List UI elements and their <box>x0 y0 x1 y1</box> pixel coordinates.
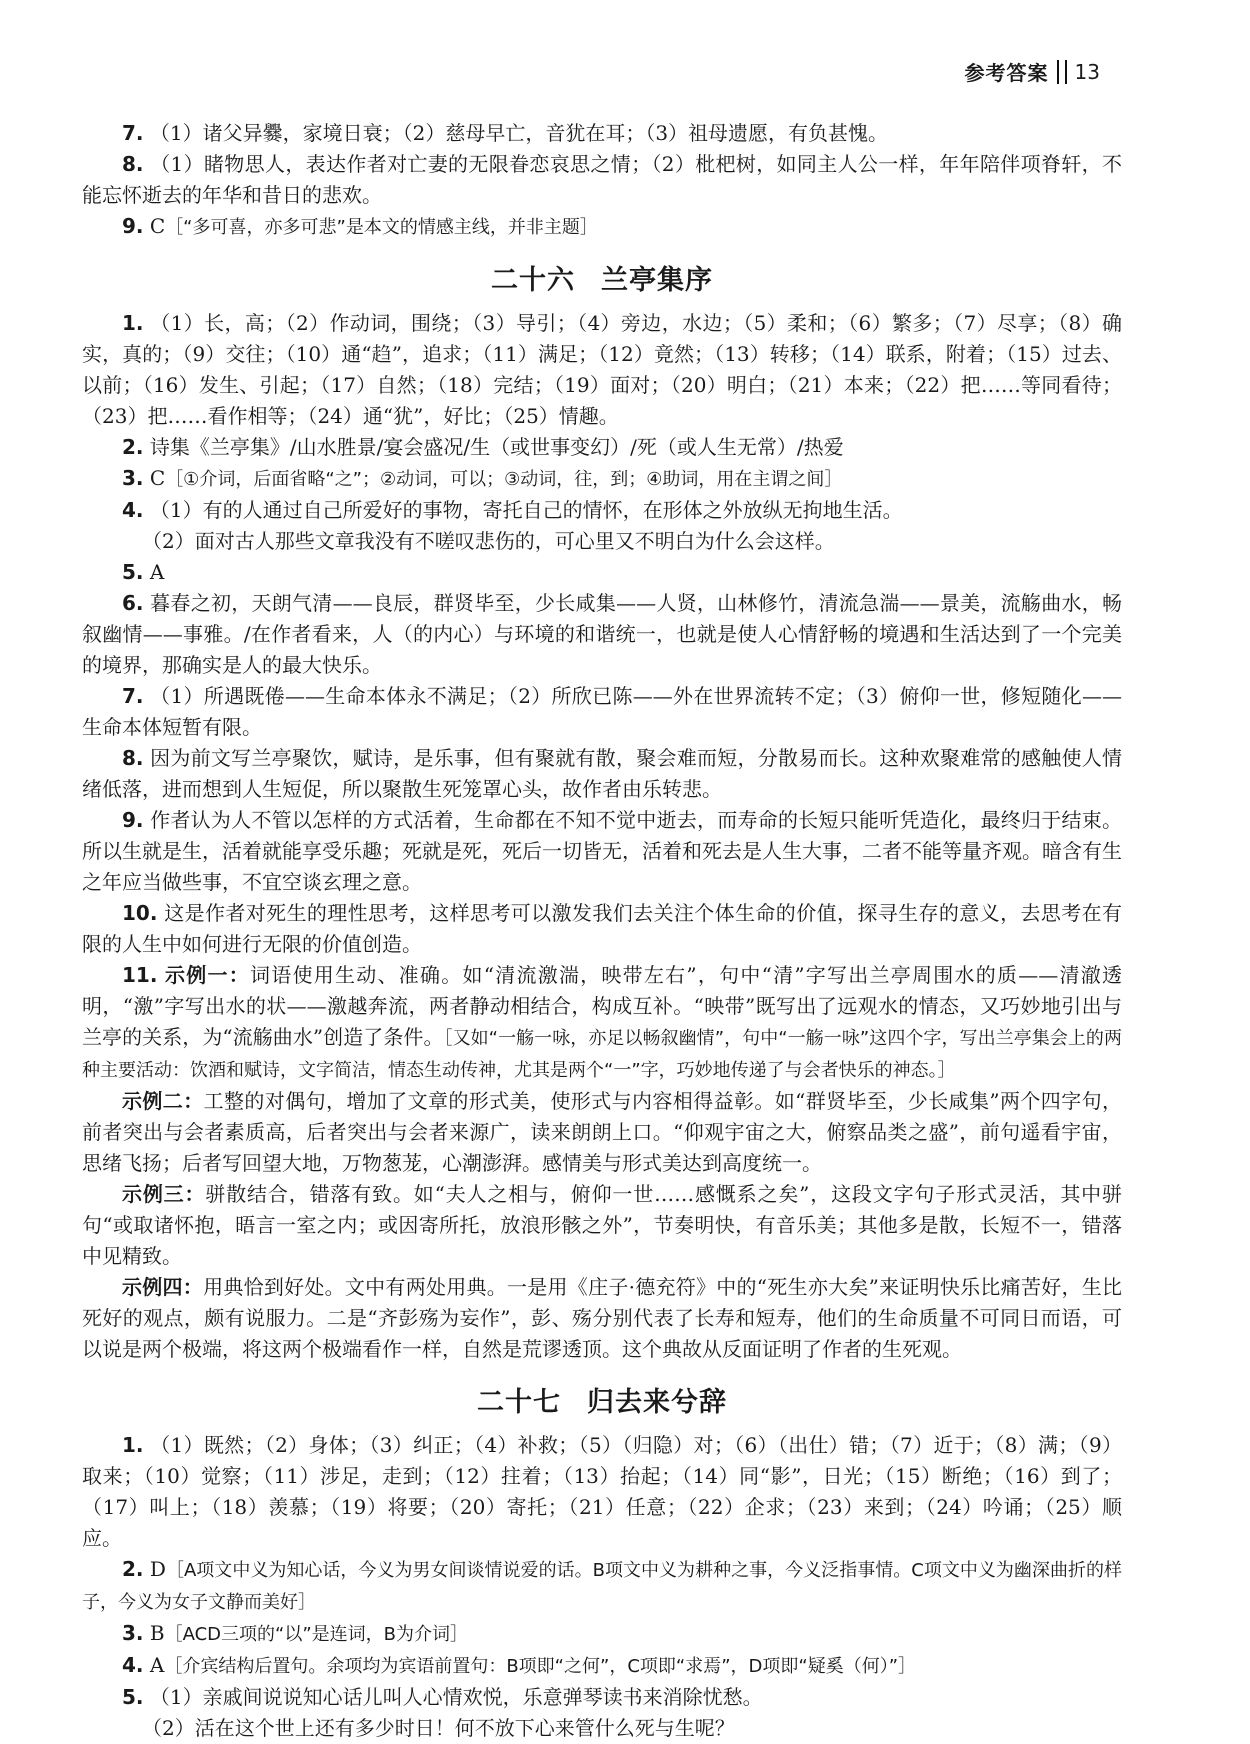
item-text: 诗集《兰亭集》/山水胜景/宴会盛况/生（或世事变幻）/死（或人生无常）/热爱 <box>149 435 844 459</box>
answer-item <box>82 1179 1122 1272</box>
answer-item <box>82 149 1122 211</box>
answer-item <box>82 1430 1122 1554</box>
item-number: 8. <box>122 152 144 176</box>
item-number: 1. <box>122 311 144 335</box>
answer-item <box>82 432 1122 463</box>
item-text: B <box>149 1621 165 1645</box>
answer-item <box>82 495 1122 526</box>
example-label: 示例三： <box>122 1182 206 1206</box>
item-text: （2）面对古人那些文章我没有不嗟叹悲伤的，可心里又不明白为什么会这样。 <box>142 529 835 553</box>
item-text: 因为前文写兰亭聚饮，赋诗，是乐事，但有聚就有散，聚会难而短，分散易而长。这种欢聚难常的感触使人情绪低落，进而想到人生短促，所以聚散生死笼罩心头，故作者由乐转悲。 <box>82 746 1123 801</box>
item-number: 3. <box>122 1621 144 1645</box>
section-27-number: 二十七 <box>477 1387 561 1418</box>
item-text: 骈散结合，错落有致。如“夫人之相与，俯仰一世……感慨系之矣”，这段文字句子形式灵活，其中骈句“或取诸怀抱，晤言一室之内；或因寄所托，放浪形骸之外”，节奏明快，有音乐美；其他多是散，长短不一，错落中见精致。 <box>82 1182 1123 1268</box>
item-number: 10. <box>122 901 158 925</box>
item-note: ［介宾结构后置句。余项均为宾语前置句：B项即“之何”，C项即“求焉”，D项即“疑奚（何）”］ <box>164 1656 917 1677</box>
item-text: 这是作者对死生的理性思考，这样思考可以激发我们去关注个体生命的价值，探寻生存的意义，去思考在有限的人生中如何进行无限的价值创造。 <box>82 901 1123 956</box>
answer-item <box>82 118 1122 149</box>
answer-item <box>82 463 1122 495</box>
item-text: （1）亲戚间说说知心话儿叫人心情欢悦，乐意弹琴读书来消除忧愁。 <box>149 1685 763 1709</box>
item-number: 6. <box>122 591 144 615</box>
item-text: （2）活在这个世上还有多少时日！何不放下心来管什么死与生呢？ <box>142 1716 735 1740</box>
item-number: 4. <box>122 498 144 522</box>
answer-item <box>82 805 1122 898</box>
item-text: 工整的对偶句，增加了文章的形式美，使形式与内容相得益彰。如“群贤毕至，少长咸集”两个四字句，前者突出与会者素质高，后者突出与会者来源广，读来朗朗上口。“仰观宇宙之大，俯察品类之盛”，前句遥看宇宙，思绪飞扬；后者写回望大地，万物葱茏，心潮澎湃。感情美与形式美达到高度统一。 <box>82 1089 1123 1175</box>
answer-item <box>82 960 1122 1086</box>
example-label: 示例一： <box>165 963 251 987</box>
item-number: 4. <box>122 1653 144 1677</box>
item-text: 用典恰到好处。文中有两处用典。一是用《庄子·德充符》中的“死生亦大矣”来证明快乐比痛苦好，生比死好的观点，颇有说服力。二是“齐彭殇为妄作”，彭、殇分别代表了长寿和短寿，他们的生命质量不可同日而语，可以说是两个极端，将这两个极端看作一样，自然是荒谬透顶。这个典故从反面证明了作者的生死观。 <box>82 1275 1123 1361</box>
section-27-name: 归去来兮辞 <box>587 1387 727 1418</box>
item-number: 3. <box>122 466 144 490</box>
answer-item <box>82 308 1122 432</box>
header-divider <box>1057 60 1067 84</box>
item-text: A <box>149 1653 165 1677</box>
item-number: 9. <box>122 214 144 238</box>
item-number: 1. <box>122 1433 144 1457</box>
answer-item <box>82 588 1122 681</box>
section-26-name: 兰亭集序 <box>601 265 713 296</box>
section-26-number: 二十六 <box>491 265 575 296</box>
answer-item <box>82 557 1122 588</box>
answer-item <box>82 1682 1122 1713</box>
item-note: ［又如“一觞一咏，亦足以畅叙幽情”，句中“一觞一咏”这四个字，写出兰亭集会上的两种主要活动：饮酒和赋诗，文字简洁，情态生动传神，尤其是两个“一”字，巧妙地传递了与会者快乐的神态。］ <box>82 1028 1122 1081</box>
item-text: C <box>149 466 166 490</box>
item-text: 作者认为人不管以怎样的方式活着，生命都在不知不觉中逝去，而寿命的长短只能听凭造化，最终归于结束。所以生就是生，活着就能享受乐趣；死就是死，死后一切皆无，活着和死去是人生大事，二者不能等量齐观。暗含有生之年应当做些事，不宜空谈玄理之意。 <box>82 808 1123 894</box>
answer-item <box>82 1086 1122 1179</box>
item-text: （1）所遇既倦——生命本体永不满足；（2）所欣已陈——外在世界流转不定；（3）俯仰一世，修短随化——生命本体短暂有限。 <box>82 684 1122 739</box>
answer-item <box>82 211 1122 243</box>
section-27-title <box>82 1387 1122 1418</box>
top-items <box>82 118 1122 243</box>
item-text: （1）既然；（2）身体；（3）纠正；（4）补救；（5）（归隐）对；（6）（出仕）错；（7）近于；（8）满；（9）取来；（10）觉察；（11）涉足，走到；（12）拄着；（13）抬起；（14）同“影”，日光；（15）断绝；（16）到了；（17）叫上；（18）羡慕；（19）将要；（20）寄托；（21）任意；（22）企求；（23）来到；（24）吟诵；（25）顺应。 <box>82 1433 1122 1550</box>
section-26-items <box>82 308 1122 1365</box>
item-number: 5. <box>122 560 144 584</box>
item-text: （1）有的人通过自己所爱好的事物，寄托自己的情怀，在形体之外放纵无拘地生活。 <box>149 498 903 522</box>
item-note: ［ACD三项的“以”是连词，B为介词］ <box>164 1624 469 1645</box>
example-label: 示例四： <box>122 1275 204 1299</box>
answer-item <box>82 1554 1122 1618</box>
item-number: 9. <box>122 808 144 832</box>
item-number: 2. <box>122 1557 144 1581</box>
item-text: （1）睹物思人，表达作者对亡妻的无限眷恋哀思之情；（2）枇杷树，如同主人公一样，年年陪伴项脊轩，不能忘怀逝去的年华和昔日的悲欢。 <box>82 152 1122 207</box>
item-number: 5. <box>122 1685 144 1709</box>
item-text: （1）诸父异爨，家境日衰；（2）慈母早亡，音犹在耳；（3）祖母遗愿，有负甚愧。 <box>149 121 889 145</box>
item-text: C <box>149 214 166 238</box>
item-number: 11. <box>122 963 158 987</box>
item-number: 2. <box>122 435 144 459</box>
answer-item <box>82 1618 1122 1650</box>
answer-item <box>82 681 1122 743</box>
item-number: 7. <box>122 121 144 145</box>
example-label: 示例二： <box>122 1089 204 1113</box>
answer-item <box>82 1650 1122 1682</box>
answer-item <box>82 1713 1122 1744</box>
item-text: 词语使用生动、准确。如“清流激湍，映带左右”，句中“清”字写出兰亭周围水的质——清澈透明，“激”字写出水的状——激越奔流，两者静动相结合，构成互补。“映带”既写出了远观水的情态，又巧妙地引出与兰亭的关系，为“流觞曲水”创造了条件。 <box>82 963 1122 1049</box>
page-header <box>965 57 1100 86</box>
item-number: 7. <box>122 684 144 708</box>
item-note: ［A项文中义为知心话，今义为男女间谈情说爱的话。B项文中义为耕种之事，今义泛指事情。C项文中义为幽深曲折的样子，今义为女子文静而美好］ <box>82 1560 1122 1613</box>
item-text: 暮春之初，天朗气清——良辰，群贤毕至，少长咸集——人贤，山林修竹，清流急湍——景美，流觞曲水，畅叙幽情——事雅。/在作者看来，人（的内心）与环境的和谐统一，也就是使人心情舒畅的境遇和生活达到了一个完美的境界，那确实是人的最大快乐。 <box>82 591 1123 677</box>
answer-content <box>82 118 1122 1744</box>
answer-item <box>82 898 1122 960</box>
item-text: （1）长，高；（2）作动词，围绕；（3）导引；（4）旁边，水边；（5）柔和；（6）繁多；（7）尽享；（8）确实，真的；（9）交往；（10）通“趋”，追求；（11）满足；（12）竟然；（13）转移；（14）联系，附着；（15）过去、以前；（16）发生、引起；（17）自然；（18）完结；（19）面对；（20）明白；（21）本来；（22）把……等同看待；（23）把……看作相等；（24）通“犹”，好比；（25）情趣。 <box>82 311 1122 428</box>
item-note: ［“多可喜，亦多可悲”是本文的情感主线，并非主题］ <box>165 217 598 238</box>
item-text: A <box>149 560 165 584</box>
answer-item <box>82 1272 1122 1365</box>
section-27-items <box>82 1430 1122 1744</box>
header-title: 参考答案 <box>964 61 1049 85</box>
item-number: 8. <box>122 746 144 770</box>
item-note: ［①介词，后面省略“之”；②动词，可以；③动词，往，到；④助词，用在主谓之间］ <box>165 469 843 490</box>
answer-item <box>82 743 1122 805</box>
page-number: 13 <box>1074 59 1100 84</box>
answer-item <box>82 526 1122 557</box>
item-text: D <box>149 1557 166 1581</box>
section-26-title <box>82 265 1122 296</box>
